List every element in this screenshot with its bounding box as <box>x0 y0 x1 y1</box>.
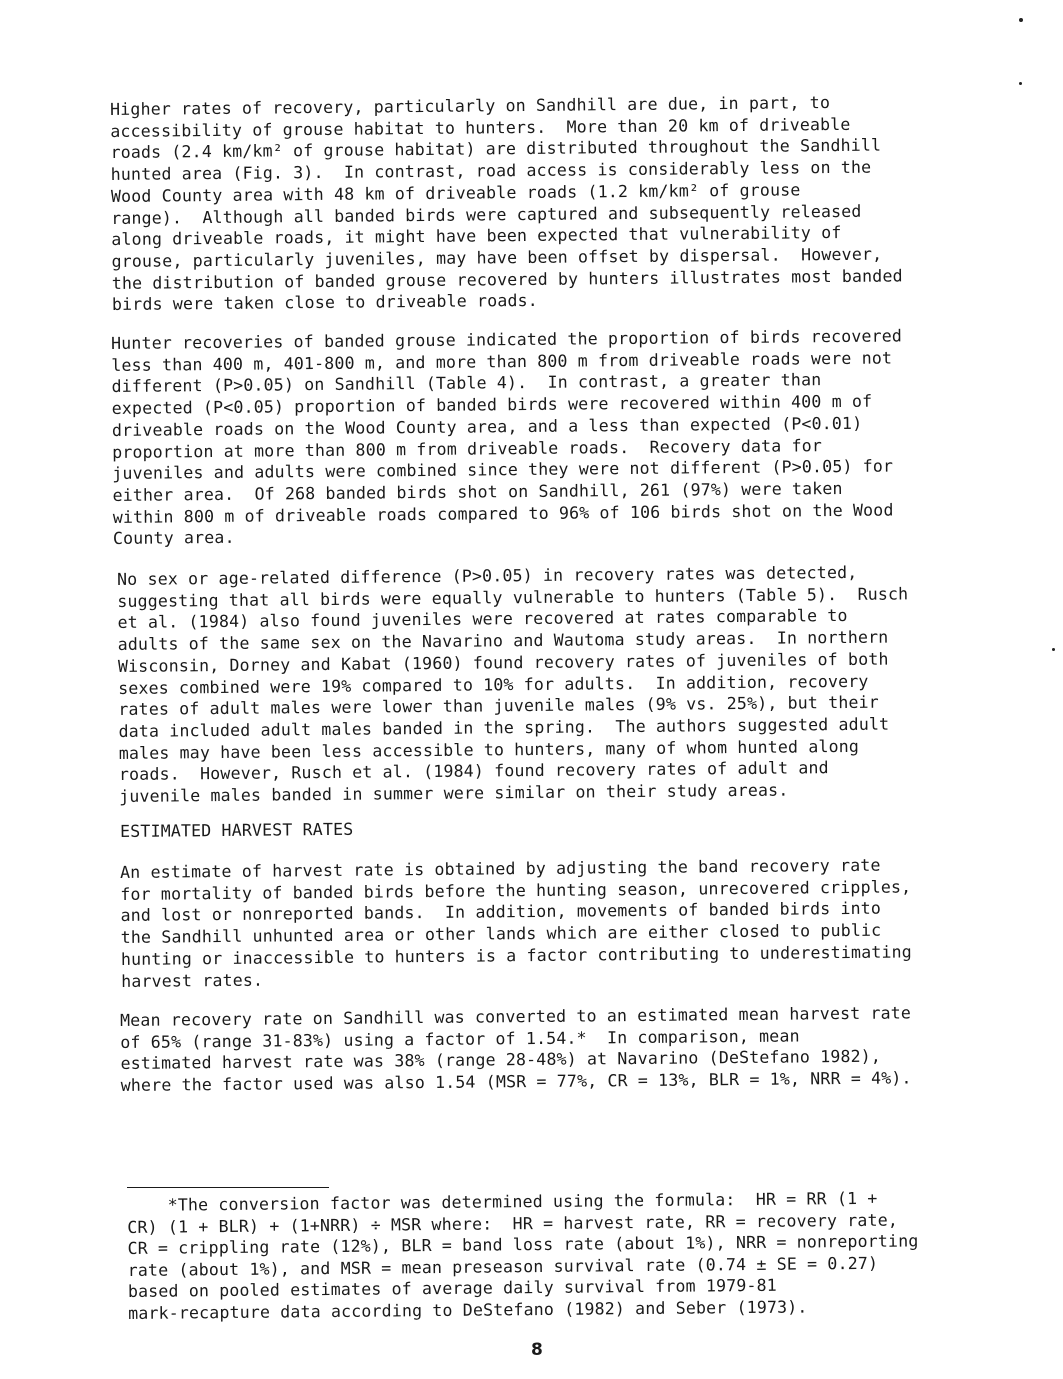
line: Wisconsin, Dorney and Kabat (1960) found recovery rates of juveniles of both <box>117 649 889 676</box>
line: birds were taken close to driveable roads. <box>111 291 538 315</box>
line: for mortality of banded birds before the hunting season, unrecovered cripples, <box>120 877 912 904</box>
footnote-line: rate (about 1%), and MSR = mean preseason survival rate (0.74 ± SE = 0.27) <box>127 1253 879 1280</box>
body-paragraph <box>117 561 969 808</box>
footnote-line: mark-recapture data according to DeStefano (1982) and Seber (1973). <box>128 1297 808 1323</box>
line: No sex or age-related difference (P>0.05) in recovery rates was detected, <box>117 562 858 589</box>
line: either area. Of 268 banded birds shot on Sandhill, 261 (97%) were taken <box>112 478 843 505</box>
heading-text: ESTIMATED HARVEST RATES <box>120 819 354 841</box>
line: Higher rates of recovery, particularly on Sandhill are due, in part, to <box>110 93 831 119</box>
footnote-line: *The conversion factor was determined using the formula: HR = RR (1 + <box>127 1188 878 1215</box>
scan-speck <box>1019 82 1022 85</box>
line: different (P>0.05) on Sandhill (Table 4). In contrast, a greater than <box>111 370 822 397</box>
line: grouse, particularly juveniles, may have been offset by dispersal. However, <box>111 244 883 271</box>
line: the distribution of banded grouse recovered by hunters illustrates most banded <box>111 266 903 293</box>
footnote-line: CR = crippling rate (12%), BLR = band loss rate (about 1%), NRR = nonreporting <box>127 1231 919 1259</box>
line: juvenile males banded in summer were similar on their study areas. <box>119 780 789 807</box>
footnote-line: based on pooled estimates of average daily survival from 1979-81 <box>127 1276 777 1302</box>
body-paragraph <box>120 854 971 992</box>
body-paragraph <box>111 325 963 550</box>
footnote-line: CR) (1 + BLR) + (1+NRR) ÷ MSR where: HR = harvest rate, RR = recovery rate, <box>127 1210 899 1237</box>
line: along driveable roads, it might have been expected that vulnerability of <box>111 223 842 250</box>
line: harvest rates. <box>121 970 264 991</box>
line: rates of adult males were lower than juvenile males (9% vs. 25%), but their <box>118 692 879 720</box>
section-heading <box>120 813 970 843</box>
line: of 65% (range 31-83%) using a factor of 1.54.* In comparison, mean <box>120 1026 800 1052</box>
line: and lost or nonreported bands. In addition, movements of banded birds into <box>120 899 882 926</box>
line: proportion at more than 800 m from driveable roads. Recovery data for <box>112 435 823 462</box>
line: where the factor used was also 1.54 (MSR = 77%, CR = 13%, BLR = 1%, NRR = 4%). <box>120 1068 912 1096</box>
line: suggesting that all birds were equally vulnerable to hunters (Table 5). Rusch <box>117 584 909 611</box>
line: data included adult males banded in the spring. The authors suggested adult <box>118 714 890 741</box>
line: County area. <box>112 528 235 549</box>
line: et al. (1984) also found juveniles were recovered at rates comparable to <box>117 606 848 633</box>
line: roads. However, Rusch et al. (1984) found recovery rates of adult and <box>118 758 829 785</box>
line: expected (P<0.05) proportion of banded birds were recovered within 400 m of <box>111 391 873 419</box>
line: Mean recovery rate on Sandhill was converted to an estimated mean harvest rate <box>120 1003 912 1030</box>
line: Wood County area with 48 km of driveable roads (1.2 km/km² of grouse <box>110 180 801 206</box>
line: sexes combined were 19% compared to 10% for adults. In addition, recovery <box>118 671 869 698</box>
line: An estimate of harvest rate is obtained by adjusting the band recovery rate <box>120 855 881 882</box>
footnote <box>127 1187 968 1325</box>
line: the Sandhill unhunted area or other lands which are either closed to public <box>120 920 882 948</box>
body-paragraph <box>110 91 962 316</box>
scan-speck <box>1052 648 1055 651</box>
line: estimated harvest rate was 38% (range 28-48%) at Navarino (DeStefano 1982), <box>120 1047 882 1074</box>
line: hunted area (Fig. 3). In contrast, road access is considerably less on the <box>110 157 872 185</box>
line: range). Although all banded birds were captured and subsequently released <box>111 201 862 228</box>
line: males may have been less accessible to hunters, many of whom hunted along <box>118 736 860 763</box>
footnote-divider <box>127 1187 329 1188</box>
line: roads (2.4 km/km² of grouse habitat) are distributed throughout the Sandhill <box>110 136 882 163</box>
line: less than 400 m, 401-800 m, and more than 800 m from driveable roads were not <box>111 348 893 375</box>
line: accessibility of grouse habitat to hunters. More than 20 km of driveable <box>110 114 851 141</box>
scan-speck <box>1019 18 1023 22</box>
body-paragraph <box>120 1002 971 1097</box>
line: adults of the same sex on the Navarino and Wautoma study areas. In northern <box>117 627 889 655</box>
line: Hunter recoveries of banded grouse indicated the proportion of birds recovered <box>111 326 903 353</box>
line: juveniles and adults were combined since they were not different (P>0.05) for <box>112 456 894 484</box>
line: driveable roads on the Wood County area, and a less than expected (P<0.01) <box>111 413 863 440</box>
line: within 800 m of driveable roads compared to 96% of 106 birds shot on the Wood <box>112 500 894 527</box>
page-number: 8 <box>531 1340 543 1360</box>
line: hunting or inaccessible to hunters is a factor contributing to underestimating <box>120 942 912 969</box>
